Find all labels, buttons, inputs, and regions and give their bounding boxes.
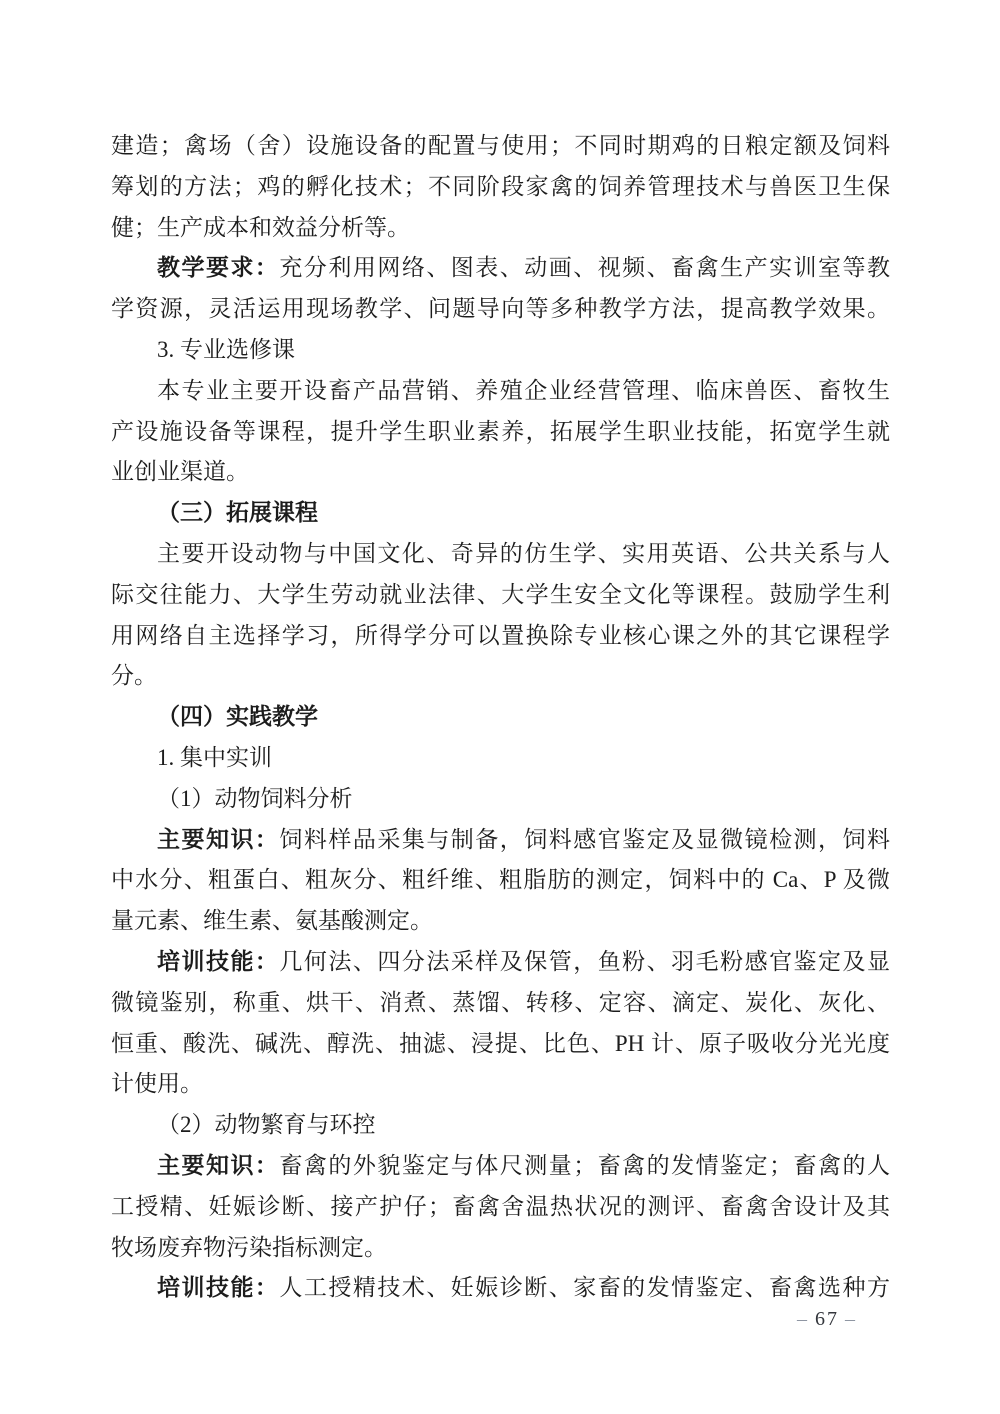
text-line <box>111 901 890 942</box>
line-text: 牧场废弃物污染指标测定。 <box>111 1234 387 1260</box>
bold-lead-label: （三）拓展课程 <box>157 500 318 526</box>
text-line <box>111 412 890 453</box>
text-line <box>111 371 890 412</box>
text-line <box>111 1024 890 1065</box>
line-text: 健；生产成本和效益分析等。 <box>111 214 410 240</box>
line-text: 中水分、粗蛋白、粗灰分、粗纤维、粗脂肪的测定，饲料中的 Ca、P 及微 <box>111 867 890 893</box>
page-number-dash-right: – <box>845 1308 857 1330</box>
text-line <box>111 126 890 167</box>
line-text: 饲料样品采集与制备，饲料感官鉴定及显微镜检测，饲料 <box>279 826 890 852</box>
line-text: 畜禽的外貌鉴定与体尺测量；畜禽的发情鉴定；畜禽的人 <box>279 1152 890 1178</box>
text-line <box>111 1187 890 1228</box>
text-line <box>111 208 890 249</box>
line-text: 量元素、维生素、氨基酸测定。 <box>111 908 433 934</box>
text-line <box>111 248 890 289</box>
line-text: 用网络自主选择学习，所得学分可以置换除专业核心课之外的其它课程学 <box>111 622 890 648</box>
line-text: 3. 专业选修课 <box>157 336 295 362</box>
line-text: 计使用。 <box>111 1071 203 1097</box>
text-line <box>111 656 890 697</box>
text-line <box>111 289 890 330</box>
text-line <box>111 452 890 493</box>
page-number-value: 67 <box>815 1308 839 1330</box>
line-text: 充分利用网络、图表、动画、视频、畜禽生产实训室等教 <box>279 255 890 281</box>
bold-lead-label: 培训技能： <box>157 1275 280 1301</box>
text-line <box>111 1105 890 1146</box>
line-text: （2）动物繁育与环控 <box>157 1112 376 1138</box>
text-line <box>111 1146 890 1187</box>
line-text: 工授精、妊娠诊断、接产护仔；畜禽舍温热状况的测评、畜禽舍设计及其 <box>111 1193 890 1219</box>
text-line <box>111 1064 890 1105</box>
text-line <box>111 575 890 616</box>
line-text: 建造；禽场（舍）设施设备的配置与使用；不同时期鸡的日粮定额及饲料 <box>111 133 890 158</box>
bold-lead-label: 培训技能： <box>157 948 280 974</box>
line-text: 人工授精技术、妊娠诊断、家畜的发情鉴定、畜禽选种方 <box>279 1275 890 1301</box>
text-line <box>111 779 890 820</box>
text-line <box>111 983 890 1024</box>
text-line <box>111 167 890 208</box>
text-line <box>111 820 890 861</box>
line-text: 际交往能力、大学生劳动就业法律、大学生安全文化等课程。鼓励学生利 <box>111 581 890 607</box>
line-text: 主要开设动物与中国文化、奇异的仿生学、实用英语、公共关系与人 <box>157 540 890 566</box>
text-line <box>111 534 890 575</box>
line-text: 产设施设备等课程，提升学生职业素养，拓展学生职业技能，拓宽学生就 <box>111 418 890 444</box>
text-line <box>111 942 890 983</box>
text-block <box>111 126 890 1309</box>
text-line <box>111 616 890 657</box>
text-line <box>111 860 890 901</box>
bold-lead-label: 主要知识： <box>157 1152 280 1178</box>
bold-lead-label: 教学要求： <box>157 255 280 281</box>
line-text: 学资源，灵活运用现场教学、问题导向等多种教学方法，提高教学效果。 <box>111 296 890 322</box>
line-text: 业创业渠道。 <box>111 459 249 485</box>
text-line <box>111 493 890 534</box>
line-text: 分。 <box>111 663 157 689</box>
text-line <box>111 1268 890 1309</box>
bold-lead-label: （四）实践教学 <box>157 704 318 730</box>
bold-lead-label: 主要知识： <box>157 826 280 852</box>
line-text: 筹划的方法；鸡的孵化技术；不同阶段家禽的饲养管理技术与兽医卫生保 <box>111 173 890 199</box>
text-line <box>111 738 890 779</box>
line-text: 恒重、酸洗、碱洗、醇洗、抽滤、浸提、比色、PH 计、原子吸收分光光度 <box>111 1030 890 1056</box>
line-text: 本专业主要开设畜产品营销、养殖企业经营管理、临床兽医、畜牧生 <box>157 377 890 403</box>
line-text: 微镜鉴别，称重、烘干、消煮、蒸馏、转移、定容、滴定、炭化、灰化、 <box>111 989 890 1015</box>
line-text: （1）动物饲料分析 <box>157 785 353 811</box>
page-number <box>791 1305 863 1333</box>
line-text: 1. 集中实训 <box>157 744 272 770</box>
text-line <box>111 330 890 371</box>
text-line <box>111 697 890 738</box>
text-line <box>111 1228 890 1269</box>
line-text: 几何法、四分法采样及保管，鱼粉、羽毛粉感官鉴定及显 <box>279 948 890 974</box>
page-number-dash-left: – <box>797 1308 809 1330</box>
